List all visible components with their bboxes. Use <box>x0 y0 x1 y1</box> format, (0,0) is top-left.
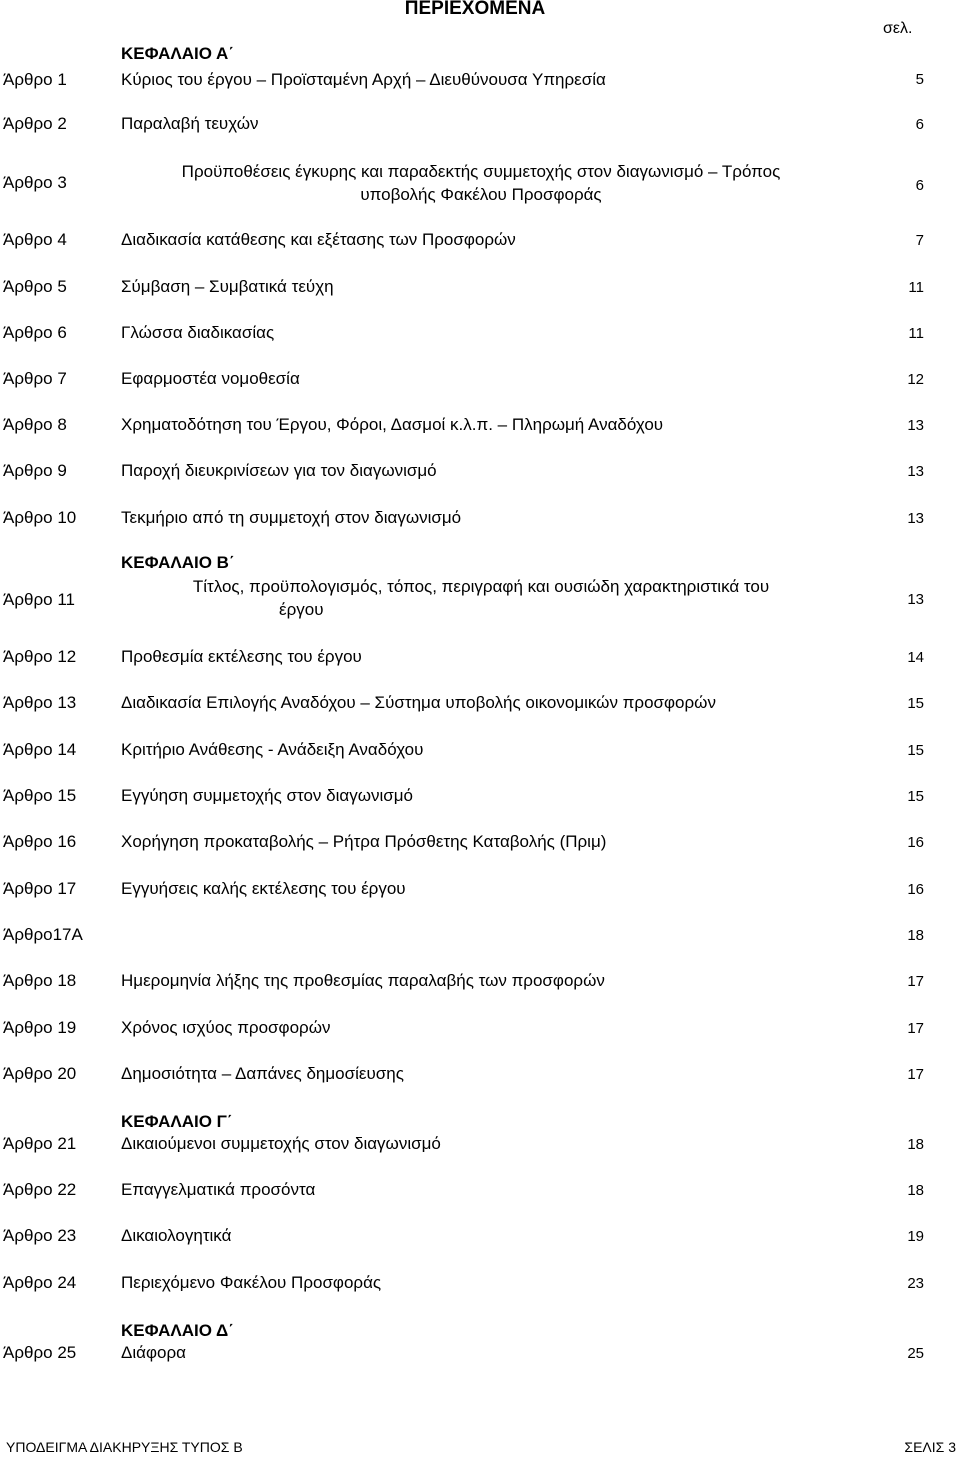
article-number: Άρθρο 16 <box>3 832 77 851</box>
article-title: Τεκμήριο από τη συμμετοχή στον διαγωνισμό <box>121 508 462 527</box>
article-title: Προθεσμία εκτέλεσης του έργου <box>121 647 362 666</box>
article-title: Εγγύηση συμμετοχής στον διαγωνισμό <box>121 786 413 805</box>
article-title: Διαδικασία κατάθεσης και εξέτασης των Προσφορών <box>121 230 516 249</box>
article-number: Άρθρο 12 <box>3 647 77 666</box>
article-title: Επαγγελματικά προσόντα <box>121 1180 316 1199</box>
chapter-heading: ΚΕΦΑΛΑΙΟ Δ΄ <box>121 1321 234 1340</box>
page-number: 13 <box>907 510 924 527</box>
article-number: Άρθρο 8 <box>3 415 67 434</box>
page-number: 7 <box>915 232 924 249</box>
page-number: 14 <box>907 649 924 666</box>
page-number: 15 <box>907 695 924 712</box>
page-number: 16 <box>907 834 924 851</box>
article-number: Άρθρο 15 <box>3 786 77 805</box>
article-title: Χορήγηση προκαταβολής – Ρήτρα Πρόσθετης Καταβολής (Πριμ) <box>121 832 607 851</box>
article-number: Άρθρο 1 <box>3 70 67 89</box>
article-number: Άρθρο 17 <box>3 879 77 898</box>
page-number: 18 <box>907 1182 924 1199</box>
page-number: 16 <box>907 881 924 898</box>
article-title: Ημερομηνία λήξης της προθεσμίας παραλαβής των προσφορών <box>121 971 605 990</box>
footer-document-title: ΥΠΟΔΕΙΓΜΑ ΔΙΑΚΗΡΥΞΗΣ ΤΥΠΟΣ Β <box>6 1439 243 1455</box>
page-number: 17 <box>907 1066 924 1083</box>
article-number: Άρθρο 18 <box>3 971 77 990</box>
article-title: Διάφορα <box>121 1343 186 1362</box>
page-number: 6 <box>915 177 924 194</box>
article-number: Άρθρο 13 <box>3 693 77 712</box>
article-number: Άρθρο 7 <box>3 369 67 388</box>
article-number: Άρθρο 25 <box>3 1343 77 1362</box>
article-title: Σύμβαση – Συμβατικά τεύχη <box>121 277 334 296</box>
article-title: Εφαρμοστέα νομοθεσία <box>121 369 300 388</box>
page-number: 6 <box>915 116 924 133</box>
article-title: Παροχή διευκρινίσεων για τον διαγωνισμό <box>121 461 437 480</box>
page-number: 13 <box>907 417 924 434</box>
page-number: 5 <box>915 71 924 88</box>
page-number: 11 <box>908 279 924 296</box>
page-number: 15 <box>907 742 924 759</box>
article-number: Άρθρο 9 <box>3 461 67 480</box>
article-number: Άρθρο 11 <box>3 590 75 609</box>
article-number: Άρθρο 5 <box>3 277 67 296</box>
article-title: Εγγυήσεις καλής εκτέλεσης του έργου <box>121 879 406 898</box>
article-number: Άρθρο 3 <box>3 173 67 192</box>
article-title: Δικαιούμενοι συμμετοχής στον διαγωνισμό <box>121 1134 441 1153</box>
article-title: Παραλαβή τευχών <box>121 114 259 133</box>
page-number: 12 <box>907 371 924 388</box>
chapter-heading: ΚΕΦΑΛΑΙΟ Β΄ <box>121 553 235 572</box>
article-title: Κριτήριο Ανάθεσης - Ανάδειξη Αναδόχου <box>121 740 424 759</box>
article-title: Κύριος του έργου – Προϊσταμένη Αρχή – Διευθύνουσα Υπηρεσία <box>121 70 606 89</box>
page-title: ΠΕΡΙΕΧΟΜΕΝΑ <box>404 0 546 19</box>
article-number: Άρθρο 20 <box>3 1064 77 1083</box>
article-number: Άρθρο 19 <box>3 1018 77 1037</box>
page-number: 11 <box>908 325 924 342</box>
article-number: Άρθρο 6 <box>3 323 67 342</box>
article-title: Τίτλος, προϋπολογισμός, τόπος, περιγραφή και ουσιώδη χαρακτηριστικά του έργου <box>192 577 770 619</box>
article-number: Άρθρο 14 <box>3 740 77 759</box>
article-number: Άρθρο 4 <box>3 230 67 249</box>
page-number: 18 <box>907 1136 924 1153</box>
article-title: Διαδικασία Επιλογής Αναδόχου – Σύστημα υποβολής οικονομικών προσφορών <box>121 693 716 712</box>
article-title: Δημοσιότητα – Δαπάνες δημοσίευσης <box>121 1064 404 1083</box>
page-number: 23 <box>907 1275 924 1292</box>
article-title: Δικαιολογητικά <box>121 1226 232 1245</box>
article-title: Χρόνος ισχύος προσφορών <box>121 1018 331 1037</box>
article-number: Άρθρο 21 <box>3 1134 77 1153</box>
chapter-heading: ΚΕΦΑΛΑΙΟ Α΄ <box>121 44 234 63</box>
article-number: Άρθρο 2 <box>3 114 67 133</box>
article-number: Άρθρο 10 <box>3 508 77 527</box>
page-number: 17 <box>907 973 924 990</box>
chapter-heading: ΚΕΦΑΛΑΙΟ Γ΄ <box>121 1112 233 1131</box>
page-number: 15 <box>907 788 924 805</box>
page-number: 13 <box>907 591 924 608</box>
page-number: 13 <box>907 463 924 480</box>
page-number: 18 <box>907 927 924 944</box>
page-number: 25 <box>907 1345 924 1362</box>
article-number: Άρθρο17Α <box>3 925 83 944</box>
page-column-header: σελ. <box>883 20 913 37</box>
article-title: Χρηματοδότηση του Έργου, Φόροι, Δασμοί κ.λ.π. – Πληρωμή Αναδόχου <box>121 415 664 434</box>
article-title: Γλώσσα διαδικασίας <box>121 323 275 342</box>
article-number: Άρθρο 24 <box>3 1273 77 1292</box>
article-title: Προϋποθέσεις έγκυρης και παραδεκτής συμμετοχής στον διαγωνισμό – Τρόπος υποβολής Φακέλου Προσφοράς <box>181 162 781 204</box>
page-number: 19 <box>907 1228 924 1245</box>
article-number: Άρθρο 23 <box>3 1226 77 1245</box>
article-number: Άρθρο 22 <box>3 1180 77 1199</box>
page-number: 17 <box>907 1020 924 1037</box>
article-title: Περιεχόμενο Φακέλου Προσφοράς <box>121 1273 382 1292</box>
footer-page-number: ΣΕΛΙΣ 3 <box>904 1439 956 1455</box>
